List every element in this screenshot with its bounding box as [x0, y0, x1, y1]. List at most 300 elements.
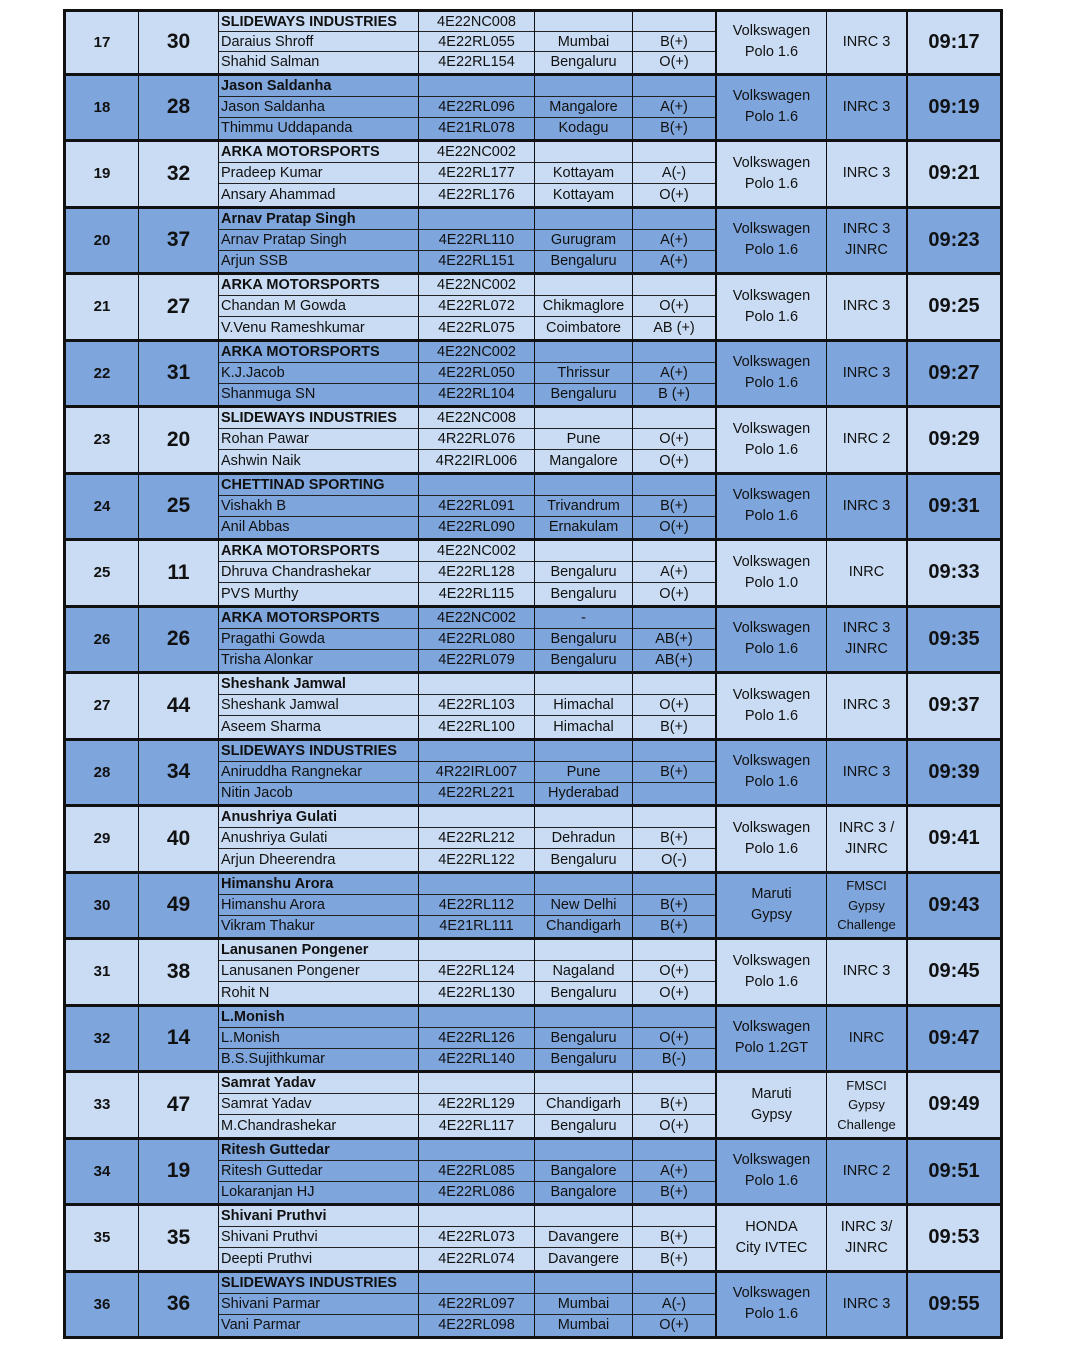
entry-row [63, 1007, 1003, 1074]
codriver-license: 4E22RL074 [438, 1250, 515, 1267]
serial-number: 22 [66, 342, 139, 406]
crew-names [219, 142, 419, 206]
team-blood [633, 1007, 715, 1028]
class-category [827, 674, 908, 738]
class-line-1: INRC 3 [842, 298, 891, 315]
team-city [535, 12, 632, 32]
cities [535, 1273, 633, 1337]
driver-name: Jason Saldanha [219, 97, 418, 118]
team-city [535, 342, 632, 363]
cities [535, 342, 633, 406]
entry-row [63, 475, 1003, 542]
car-number: 47 [139, 1073, 219, 1137]
serial-number: 32 [66, 1007, 139, 1071]
class-category [827, 940, 908, 1004]
driver-license: 4E22RL103 [419, 695, 534, 716]
class-line-1: INRC 3 [842, 221, 891, 238]
cities [535, 940, 633, 1004]
start-time: 09:49 [928, 1093, 980, 1116]
license-numbers [419, 12, 535, 73]
team-blood [633, 209, 715, 230]
driver-name: Ritesh Guttedar [219, 1161, 418, 1182]
team-license [419, 940, 534, 961]
start-time: 09:55 [928, 1292, 980, 1315]
team-blood [633, 608, 715, 629]
car-make: Volkswagen [732, 354, 811, 371]
codriver-name: M.Chandrashekar [221, 1117, 337, 1134]
license-numbers [419, 209, 535, 273]
blood-groups [633, 275, 717, 339]
codriver-city: Bengaluru [550, 984, 617, 1001]
driver-license: 4E22RL097 [419, 1294, 534, 1315]
entry-row [63, 1273, 1003, 1340]
car-model [717, 741, 827, 805]
driver-city: Himachal [535, 695, 632, 716]
driver-blood-group: O(+) [633, 296, 715, 317]
codriver-name: Arjun SSB [221, 253, 288, 270]
cities [535, 209, 633, 273]
crew-names [219, 1206, 419, 1270]
codriver-city: Bengaluru [550, 851, 617, 868]
blood-groups [633, 807, 717, 871]
driver-name: Chandan M Gowda [219, 296, 418, 317]
blood-groups [633, 608, 717, 672]
car-number: 31 [139, 342, 219, 406]
driver-license: 4E22RL124 [419, 961, 534, 982]
blood-groups [633, 342, 717, 406]
blood-groups [633, 12, 717, 73]
team-name: Jason Saldanha [219, 76, 418, 97]
crew-names [219, 940, 419, 1004]
car-model [717, 1140, 827, 1204]
license-numbers [419, 1007, 535, 1071]
team-name: Lanusanen Pongener [219, 940, 418, 961]
codriver-name: V.Venu Rameshkumar [221, 319, 365, 336]
car-make: Maruti [751, 1085, 792, 1102]
license-numbers [419, 940, 535, 1004]
driver-city: Nagaland [535, 961, 632, 982]
start-time: 09:43 [928, 893, 980, 916]
driver-license: 4E22RL110 [419, 230, 534, 251]
start-time: 09:51 [928, 1159, 980, 1182]
start-time: 09:31 [928, 494, 980, 517]
cities [535, 541, 633, 605]
team-license [419, 1140, 534, 1161]
car-number: 27 [139, 275, 219, 339]
entry-row [63, 940, 1003, 1007]
driver-license: 4E22RL212 [419, 828, 534, 849]
start-time: 09:35 [928, 627, 980, 650]
license-numbers [419, 408, 535, 472]
driver-name: Vishakh B [219, 496, 418, 517]
driver-blood-group: A(-) [633, 163, 715, 184]
cities [535, 475, 633, 539]
serial-number: 36 [66, 1273, 139, 1337]
driver-blood-group: O(+) [633, 961, 715, 982]
codriver-name: Deepti Pruthvi [221, 1250, 313, 1267]
team-city [535, 874, 632, 895]
driver-name: L.Monish [219, 1028, 418, 1049]
driver-city: Mumbai [535, 32, 632, 52]
entry-row [63, 807, 1003, 874]
driver-blood-group: B(+) [633, 762, 715, 783]
serial-number: 34 [66, 1140, 139, 1204]
driver-license: 4E22RL055 [419, 32, 534, 52]
codriver-blood-group: B(+) [660, 120, 688, 137]
team-license [419, 1273, 534, 1294]
driver-license: 4E22RL112 [419, 895, 534, 916]
car-make: Volkswagen [732, 952, 811, 969]
team-blood [633, 874, 715, 895]
codriver-blood-group: O(+) [659, 519, 689, 536]
codriver-license: 4E22RL086 [438, 1184, 515, 1201]
car-number: 25 [139, 475, 219, 539]
codriver-license: 4E22RL090 [438, 519, 515, 536]
team-blood [633, 342, 715, 363]
team-name: SLIDEWAYS INDUSTRIES [219, 408, 418, 429]
class-category [827, 1073, 908, 1137]
car-model [717, 541, 827, 605]
car-number: 38 [139, 940, 219, 1004]
driver-blood-group: AB(+) [633, 629, 715, 650]
crew-names [219, 408, 419, 472]
driver-license: 4E22RL177 [419, 163, 534, 184]
codriver-blood-group: B(+) [660, 1184, 688, 1201]
codriver-license: 4E22RL079 [438, 652, 515, 669]
team-license [419, 1073, 534, 1094]
driver-city: Dehradun [535, 828, 632, 849]
codriver-city: Bengaluru [550, 652, 617, 669]
serial-number: 23 [66, 408, 139, 472]
team-license: 4E22NC002 [419, 275, 534, 296]
team-blood [633, 1140, 715, 1161]
car-make: Volkswagen [732, 1152, 811, 1169]
class-line-1: INRC 3 [842, 963, 891, 980]
class-category [827, 12, 908, 73]
cities [535, 275, 633, 339]
codriver-blood-group: O(-) [661, 851, 687, 868]
license-numbers [419, 1273, 535, 1337]
entry-row [63, 608, 1003, 675]
entry-row [63, 874, 1003, 941]
codriver-license: 4E21RL078 [438, 120, 515, 137]
class-line-1: INRC 3 [842, 364, 891, 381]
driver-city: Mangalore [535, 97, 632, 118]
cities [535, 741, 633, 805]
class-line-1: INRC 3 [842, 165, 891, 182]
start-time: 09:45 [928, 960, 980, 983]
codriver-city: Bengaluru [550, 1051, 617, 1068]
entry-row [63, 76, 1003, 143]
team-name: Anushriya Gulati [219, 807, 418, 828]
class-line-2: Gypsy [848, 1097, 885, 1112]
codriver-city: Kodagu [558, 120, 609, 137]
crew-names [219, 275, 419, 339]
start-time: 09:47 [928, 1026, 980, 1049]
driver-license: 4R22RL076 [419, 429, 534, 450]
team-name: SLIDEWAYS INDUSTRIES [219, 12, 418, 32]
car-variant: Polo 1.6 [744, 44, 799, 61]
license-numbers [419, 1206, 535, 1270]
codriver-city: Bengaluru [550, 253, 617, 270]
driver-city: Trivandrum [535, 496, 632, 517]
driver-license: 4E22RL085 [419, 1161, 534, 1182]
car-number: 28 [139, 76, 219, 140]
crew-names [219, 741, 419, 805]
crew-names [219, 1073, 419, 1137]
codriver-license: 4E21RL111 [439, 918, 514, 935]
crew-names [219, 1273, 419, 1337]
license-numbers [419, 608, 535, 672]
driver-name: Daraius Shroff [219, 32, 418, 52]
car-number: 30 [139, 12, 219, 73]
codriver-name: B.S.Sujithkumar [221, 1051, 325, 1068]
team-name: SLIDEWAYS INDUSTRIES [219, 1273, 418, 1294]
driver-blood-group: O(+) [633, 1028, 715, 1049]
class-line-3: Challenge [837, 917, 896, 932]
codriver-name: Shanmuga SN [221, 386, 316, 403]
car-variant: Polo 1.6 [744, 774, 799, 791]
car-model [717, 408, 827, 472]
team-name: ARKA MOTORSPORTS [219, 608, 418, 629]
car-number: 44 [139, 674, 219, 738]
codriver-license: 4E22RL130 [438, 984, 515, 1001]
serial-number: 26 [66, 608, 139, 672]
car-number: 36 [139, 1273, 219, 1337]
class-line-1: INRC 3 [842, 697, 891, 714]
car-model [717, 209, 827, 273]
blood-groups [633, 940, 717, 1004]
class-line-2: JINRC [845, 1239, 888, 1256]
codriver-blood-group: O(+) [659, 452, 689, 469]
driver-name: Lanusanen Pongener [219, 961, 418, 982]
blood-groups [633, 408, 717, 472]
driver-license: 4E22RL128 [419, 562, 534, 583]
car-model [717, 342, 827, 406]
team-name: Himanshu Arora [219, 874, 418, 895]
license-numbers [419, 1140, 535, 1204]
team-license [419, 874, 534, 895]
car-model [717, 807, 827, 871]
car-make: Volkswagen [732, 420, 811, 437]
blood-groups [633, 1273, 717, 1337]
driver-license: 4E22RL126 [419, 1028, 534, 1049]
license-numbers [419, 874, 535, 938]
car-variant: Polo 1.6 [744, 641, 799, 658]
codriver-name: Nitin Jacob [221, 785, 293, 802]
driver-name: Samrat Yadav [219, 1094, 418, 1115]
class-line-1: INRC 3 [842, 763, 891, 780]
codriver-license: 4E22RL098 [438, 1317, 515, 1334]
codriver-blood-group: B(+) [660, 918, 688, 935]
car-model [717, 1273, 827, 1337]
entry-row [63, 142, 1003, 209]
team-license [419, 741, 534, 762]
codriver-name: Shahid Salman [221, 54, 320, 71]
codriver-name: PVS Murthy [221, 585, 299, 602]
driver-blood-group: O(+) [633, 695, 715, 716]
car-variant: Polo 1.6 [744, 109, 799, 126]
driver-name: Anushriya Gulati [219, 828, 418, 849]
driver-license: 4E22RL072 [419, 296, 534, 317]
car-make: Volkswagen [732, 686, 811, 703]
cities [535, 874, 633, 938]
codriver-blood-group: B(+) [660, 1250, 688, 1267]
codriver-city: Bangalore [550, 1184, 617, 1201]
team-license: 4E22NC002 [419, 142, 534, 163]
codriver-name: Thimmu Uddapanda [221, 120, 353, 137]
driver-blood-group: O(+) [633, 429, 715, 450]
car-number: 40 [139, 807, 219, 871]
codriver-city: Mangalore [549, 452, 618, 469]
class-line-1: INRC 3 [842, 1295, 891, 1312]
class-line-1: INRC [848, 564, 885, 581]
team-blood [633, 1206, 715, 1227]
codriver-blood-group: B(-) [661, 1051, 687, 1068]
team-city [535, 807, 632, 828]
car-variant: Polo 1.6 [744, 1173, 799, 1190]
codriver-city: Kottayam [552, 186, 615, 203]
car-variant: Gypsy [750, 907, 793, 924]
codriver-blood-group: O(+) [659, 54, 689, 71]
team-city: - [535, 608, 632, 629]
crew-names [219, 12, 419, 73]
license-numbers [419, 275, 535, 339]
car-make: Maruti [751, 886, 792, 903]
car-model [717, 608, 827, 672]
blood-groups [633, 874, 717, 938]
driver-license: 4E22RL080 [419, 629, 534, 650]
codriver-city: Ernakulam [548, 519, 619, 536]
car-number: 34 [139, 741, 219, 805]
codriver-blood-group: O(+) [659, 186, 689, 203]
codriver-license: 4E22RL117 [438, 1117, 515, 1134]
car-make: Volkswagen [732, 753, 811, 770]
codriver-city: Coimbatore [546, 319, 621, 336]
crew-names [219, 1007, 419, 1071]
car-model [717, 275, 827, 339]
class-category [827, 741, 908, 805]
serial-number: 28 [66, 741, 139, 805]
codriver-license: 4E22RL151 [438, 253, 515, 270]
driver-license: 4E22RL050 [419, 363, 534, 384]
crew-names [219, 608, 419, 672]
car-variant: Polo 1.6 [744, 508, 799, 525]
car-make: Volkswagen [732, 553, 811, 570]
team-name: ARKA MOTORSPORTS [219, 142, 418, 163]
codriver-license: 4E22RL075 [438, 319, 515, 336]
blood-groups [633, 209, 717, 273]
crew-names [219, 874, 419, 938]
license-numbers [419, 342, 535, 406]
team-city [535, 674, 632, 695]
team-city [535, 1140, 632, 1161]
driver-city: Bangalore [535, 1161, 632, 1182]
entry-row [63, 674, 1003, 741]
class-line-2: JINRC [845, 641, 888, 658]
team-city [535, 1007, 632, 1028]
codriver-name: Arjun Dheerendra [221, 851, 336, 868]
car-variant: Polo 1.6 [744, 308, 799, 325]
driver-name: Rohan Pawar [219, 429, 418, 450]
team-name: Ritesh Guttedar [219, 1140, 418, 1161]
car-number: 14 [139, 1007, 219, 1071]
car-model [717, 142, 827, 206]
team-name: ARKA MOTORSPORTS [219, 541, 418, 562]
blood-groups [633, 1140, 717, 1204]
serial-number: 31 [66, 940, 139, 1004]
blood-groups [633, 475, 717, 539]
team-name: Samrat Yadav [219, 1073, 418, 1094]
license-numbers [419, 142, 535, 206]
codriver-city: Bengaluru [550, 585, 617, 602]
entry-row [63, 741, 1003, 808]
codriver-blood-group: O(+) [659, 984, 689, 1001]
serial-number: 35 [66, 1206, 139, 1270]
license-numbers [419, 1073, 535, 1137]
team-blood [633, 275, 715, 296]
driver-license: 4E22RL091 [419, 496, 534, 517]
driver-name: K.J.Jacob [219, 363, 418, 384]
driver-blood-group: B(+) [633, 496, 715, 517]
codriver-name: Ashwin Naik [221, 452, 301, 469]
team-city [535, 475, 632, 496]
entry-row [63, 541, 1003, 608]
codriver-city: Bengaluru [550, 54, 617, 71]
codriver-license: 4E22RL104 [438, 386, 515, 403]
cities [535, 142, 633, 206]
team-city [535, 741, 632, 762]
class-category [827, 342, 908, 406]
codriver-name: Vani Parmar [221, 1317, 301, 1334]
team-name: SLIDEWAYS INDUSTRIES [219, 741, 418, 762]
serial-number: 27 [66, 674, 139, 738]
driver-license: 4E22RL096 [419, 97, 534, 118]
car-model [717, 76, 827, 140]
driver-blood-group: A(+) [633, 230, 715, 251]
class-category [827, 1273, 908, 1337]
codriver-blood-group: O(+) [659, 1117, 689, 1134]
team-city [535, 209, 632, 230]
team-city [535, 408, 632, 429]
team-blood [633, 741, 715, 762]
cities [535, 408, 633, 472]
codriver-license: 4R22IRL006 [435, 452, 518, 469]
team-blood [633, 1073, 715, 1094]
car-model [717, 12, 827, 73]
car-number: 37 [139, 209, 219, 273]
team-license: 4E22NC008 [419, 12, 534, 32]
serial-number: 33 [66, 1073, 139, 1137]
class-category [827, 475, 908, 539]
driver-city: Chikmaglore [535, 296, 632, 317]
car-make: Volkswagen [732, 154, 811, 171]
team-name: Sheshank Jamwal [219, 674, 418, 695]
entry-row [63, 275, 1003, 342]
team-city [535, 541, 632, 562]
serial-number: 19 [66, 142, 139, 206]
driver-name: Shivani Pruthvi [219, 1227, 418, 1248]
driver-blood-group: A(+) [633, 562, 715, 583]
class-line-1: INRC 3 [842, 497, 891, 514]
team-city [535, 940, 632, 961]
serial-number: 20 [66, 209, 139, 273]
crew-names [219, 209, 419, 273]
codriver-license: 4E22RL176 [438, 186, 515, 203]
class-line-1: INRC 3 / [838, 819, 895, 836]
entry-row [63, 342, 1003, 409]
crew-names [219, 342, 419, 406]
